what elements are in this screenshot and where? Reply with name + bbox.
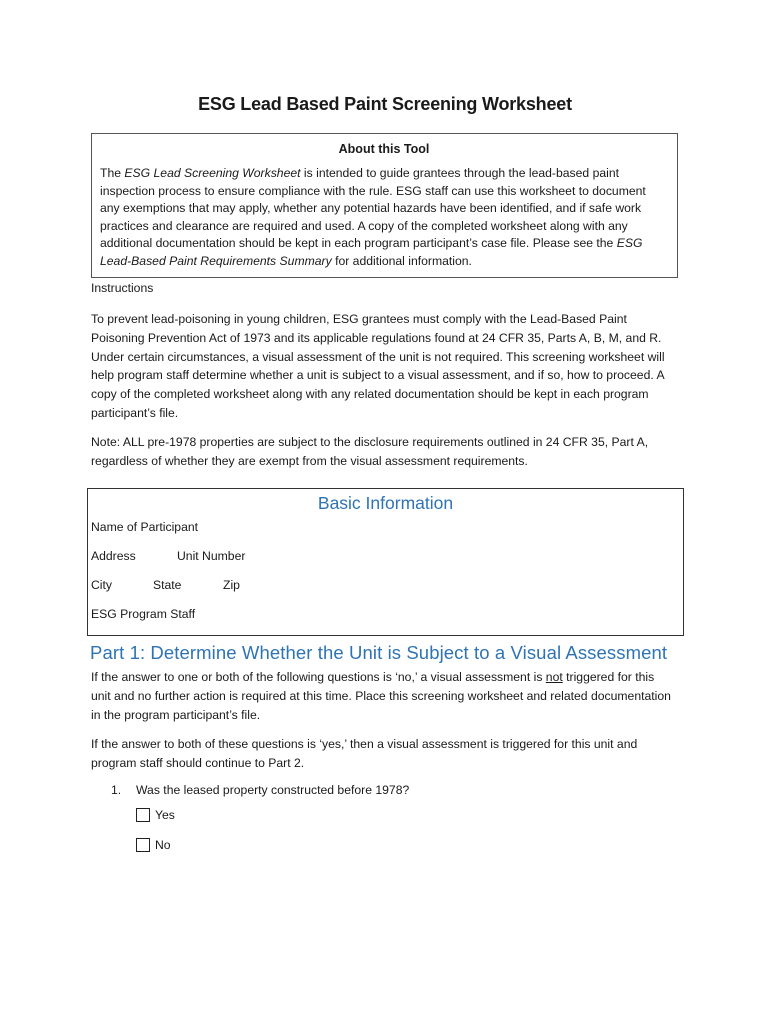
part1-heading: Part 1: Determine Whether the Unit is Subject to a Visual Assessment — [90, 642, 668, 663]
yes-checkbox[interactable] — [136, 808, 150, 822]
instructions-paragraph: To prevent lead-poisoning in young children, ESG grantees must comply with the Lead-Based Paint Poisoning Prevention Act of 1973 and its applicable regulations found at 24 CFR 35, Parts A, B, M, and R. Under certain circumstances, a visual assessment of the unit is not required. This screening worksheet will help program staff determine whether a unit is subject to a visual assessment, and if so, how to proceed. A copy of the completed worksheet along with any related documentation should be kept in each program participant’s file. — [91, 312, 665, 420]
no-label: No — [155, 838, 171, 852]
option-no[interactable] — [136, 838, 171, 852]
zip-field[interactable]: Zip — [223, 578, 240, 592]
part1-text: triggered for this unit and no further action is required at this time. Place this screening worksheet and related documentation in the program participant’s file. — [91, 670, 671, 722]
part1-text: If the answer to one or both of the following questions is ‘no,’ a visual assessment is — [91, 670, 546, 684]
question-number: 1. — [111, 783, 122, 797]
unit-number-field[interactable]: Unit Number — [177, 549, 246, 563]
page-title: ESG Lead Based Paint Screening Worksheet — [198, 94, 572, 114]
requirements-summary-name: ESG Lead-Based Paint Requirements Summary — [100, 236, 643, 268]
yes-label: Yes — [155, 808, 175, 822]
disclosure-note: Note: ALL pre-1978 properties are subject to the disclosure requirements outlined in 24 CFR 35, Part A, regardless of whether they are exempt from the visual assessment requirements. — [91, 435, 649, 468]
basic-information-box — [87, 488, 684, 636]
worksheet-name: ESG Lead Screening Worksheet — [124, 166, 301, 180]
about-tool-box — [91, 133, 678, 278]
no-checkbox[interactable] — [136, 838, 150, 852]
participant-name-field[interactable]: Name of Participant — [91, 520, 199, 534]
address-field[interactable]: Address — [91, 549, 136, 563]
state-field[interactable]: State — [153, 578, 182, 592]
instructions-label: Instructions — [91, 281, 154, 295]
about-text — [100, 165, 668, 271]
option-yes[interactable] — [136, 808, 175, 822]
about-text-part: The — [100, 166, 125, 180]
question-text: Was the leased property constructed before 1978? — [136, 783, 410, 797]
about-text-part: is intended to guide grantees through the lead-based paint inspection process to ensure compliance with the rule. ESG staff can use this worksheet to document any exemptions that may apply, whether any potential hazards have been identified, and if safe work practices and clearance are required and used. A copy of the completed worksheet along with any additional documentation should be kept in each program participant’s case file. Please see the — [100, 166, 646, 251]
part1-paragraph-no — [91, 668, 676, 724]
about-heading: About this Tool — [338, 142, 430, 156]
city-field[interactable]: City — [91, 578, 112, 592]
part1-paragraph-yes: If the answer to both of these questions is ‘yes,’ then a visual assessment is triggered for this unit and program staff should continue to Part 2. — [91, 737, 638, 770]
part1-emphasis: not — [545, 670, 563, 684]
about-text-part: for additional information. — [331, 253, 472, 268]
program-staff-field[interactable]: ESG Program Staff — [91, 607, 196, 621]
basic-information-title: Basic Information — [317, 493, 454, 513]
